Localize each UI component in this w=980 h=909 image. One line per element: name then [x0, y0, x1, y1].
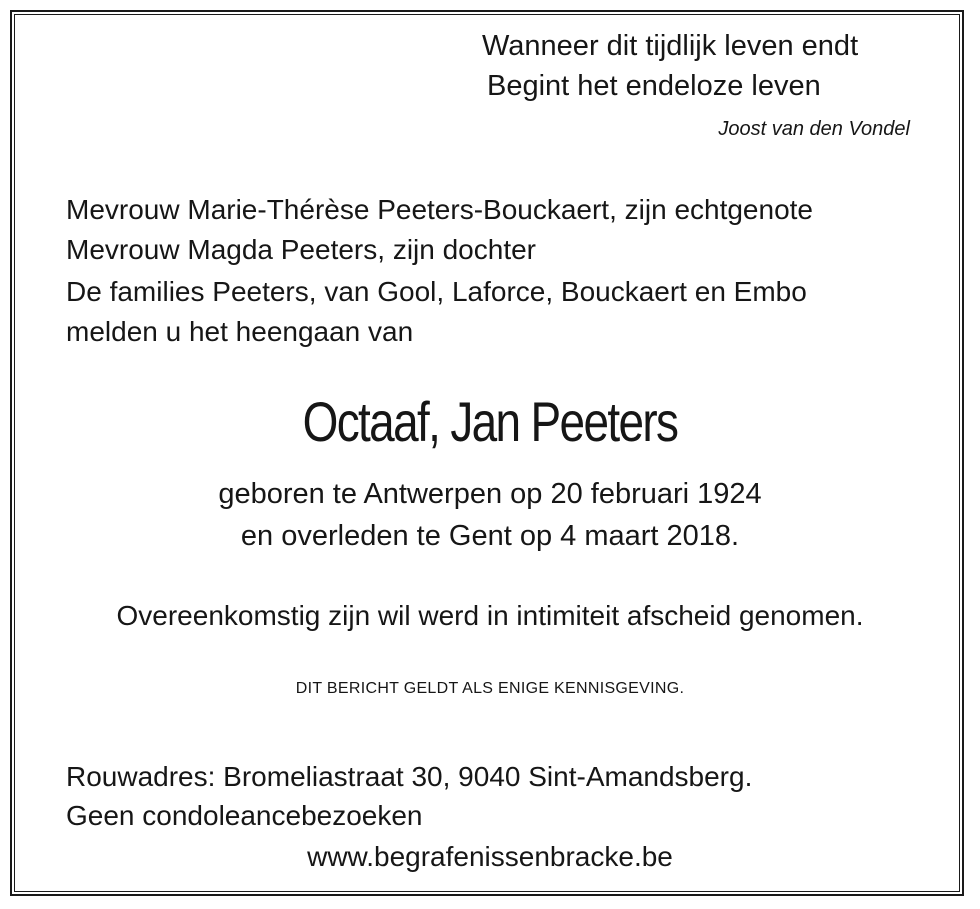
announcement-line-4: melden u het heengaan van: [66, 316, 414, 347]
announcement-line-2: Mevrouw Magda Peeters, zijn dochter: [66, 234, 536, 265]
deceased-name: Octaaf, Jan Peeters: [302, 390, 678, 453]
farewell-text: Overeenkomstig zijn wil werd in intimiteit afscheid genomen.: [116, 600, 864, 631]
death-line: en overleden te Gent op 4 maart 2018.: [240, 520, 740, 552]
announcement-line-1: Mevrouw Marie-Thérèse Peeters-Bouckaert, zijn echtgenote: [66, 194, 814, 225]
website-link[interactable]: www.begrafenissenbracke.be: [307, 841, 673, 872]
quote-author: Joost van den Vondel: [718, 118, 910, 140]
quote-line-1: Wanneer dit tijdlijk leven endt: [482, 30, 859, 62]
quote-line-2: Begint het endeloze leven: [487, 70, 821, 102]
announcement-line-3: De families Peeters, van Gool, Laforce, Bouckaert en Embo: [66, 276, 807, 307]
notice-text: DIT BERICHT GELDT ALS ENIGE KENNISGEVING.: [295, 680, 685, 697]
birth-line: geboren te Antwerpen op 20 februari 1924: [218, 478, 762, 510]
mourning-address: Rouwadres: Bromeliastraat 30, 9040 Sint-Amandsberg.: [66, 761, 753, 792]
no-visits-text: Geen condoleancebezoeken: [66, 800, 423, 831]
